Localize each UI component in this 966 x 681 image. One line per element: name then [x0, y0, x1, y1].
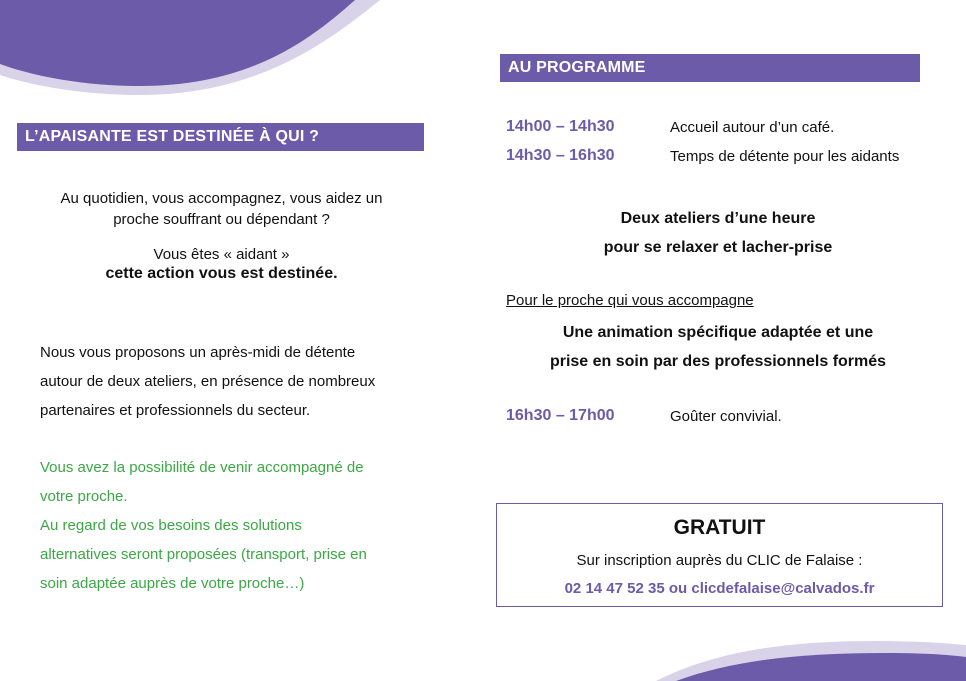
proche-line-1: Une animation spécifique adaptée et une: [562, 324, 874, 341]
bottom-right-wave-decoration: [646, 621, 966, 681]
green-line-3: Au regard de vos besoins des solutions: [40, 517, 302, 534]
green-paragraph: [40, 453, 428, 598]
proposal-line-3: partenaires et professionnels du secteur.: [40, 402, 311, 419]
inscription-text: Sur inscription auprès du CLIC de Falaise :: [576, 552, 863, 569]
intro-line-2: proche souffrant ou dépendant ?: [113, 211, 330, 228]
green-line-2: votre proche.: [40, 488, 128, 505]
proposal-line-2: autour de deux ateliers, en présence de nombreux: [40, 373, 376, 390]
left-section-heading: L’APAISANTE EST DESTINÉE À QUI ?: [17, 123, 424, 151]
schedule-time: 16h30 – 17h00: [506, 407, 615, 424]
proche-heading: Pour le proche qui vous accompagne: [506, 292, 754, 309]
ateliers-line-2: pour se relaxer et lacher-prise: [603, 239, 833, 256]
proche-line-2: prise en soin par des professionnels formés: [549, 353, 887, 370]
schedule-time: 14h30 – 16h30: [506, 147, 615, 164]
schedule-row: [506, 146, 946, 168]
contact-info: 02 14 47 52 35 ou clicdefalaise@calvados.fr: [564, 580, 875, 597]
top-left-wave-decoration: [0, 0, 380, 110]
ateliers-text: [500, 204, 936, 262]
schedule-time: 14h00 – 14h30: [506, 118, 615, 135]
right-section-heading: AU PROGRAMME: [500, 54, 920, 82]
schedule-activity: Accueil autour d’un café.: [670, 119, 835, 136]
aidant-bold-line: cette action vous est destinée.: [105, 265, 338, 282]
ateliers-line-1: Deux ateliers d’une heure: [620, 210, 816, 227]
intro-text: [20, 188, 423, 230]
green-line-4: alternatives seront proposées (transport, prise en: [40, 546, 367, 563]
gratuit-title: GRATUIT: [673, 516, 766, 539]
schedule-row: [506, 117, 946, 139]
green-line-5: soin adaptée auprès de votre proche…): [40, 575, 305, 592]
intro-line-1: Au quotidien, vous accompagnez, vous aidez un: [60, 190, 383, 207]
proposal-line-1: Nous vous proposons un après-midi de détente: [40, 344, 356, 361]
gratuit-box: [496, 503, 943, 607]
proposal-paragraph: [40, 338, 428, 425]
schedule-activity: Temps de détente pour les aidants: [670, 148, 900, 165]
schedule-row-last: [506, 406, 946, 428]
aidant-line: Vous êtes « aidant »: [153, 246, 290, 263]
proche-text: [500, 318, 936, 376]
schedule-activity: Goûter convivial.: [670, 408, 782, 425]
green-line-1: Vous avez la possibilité de venir accompagné de: [40, 459, 364, 476]
